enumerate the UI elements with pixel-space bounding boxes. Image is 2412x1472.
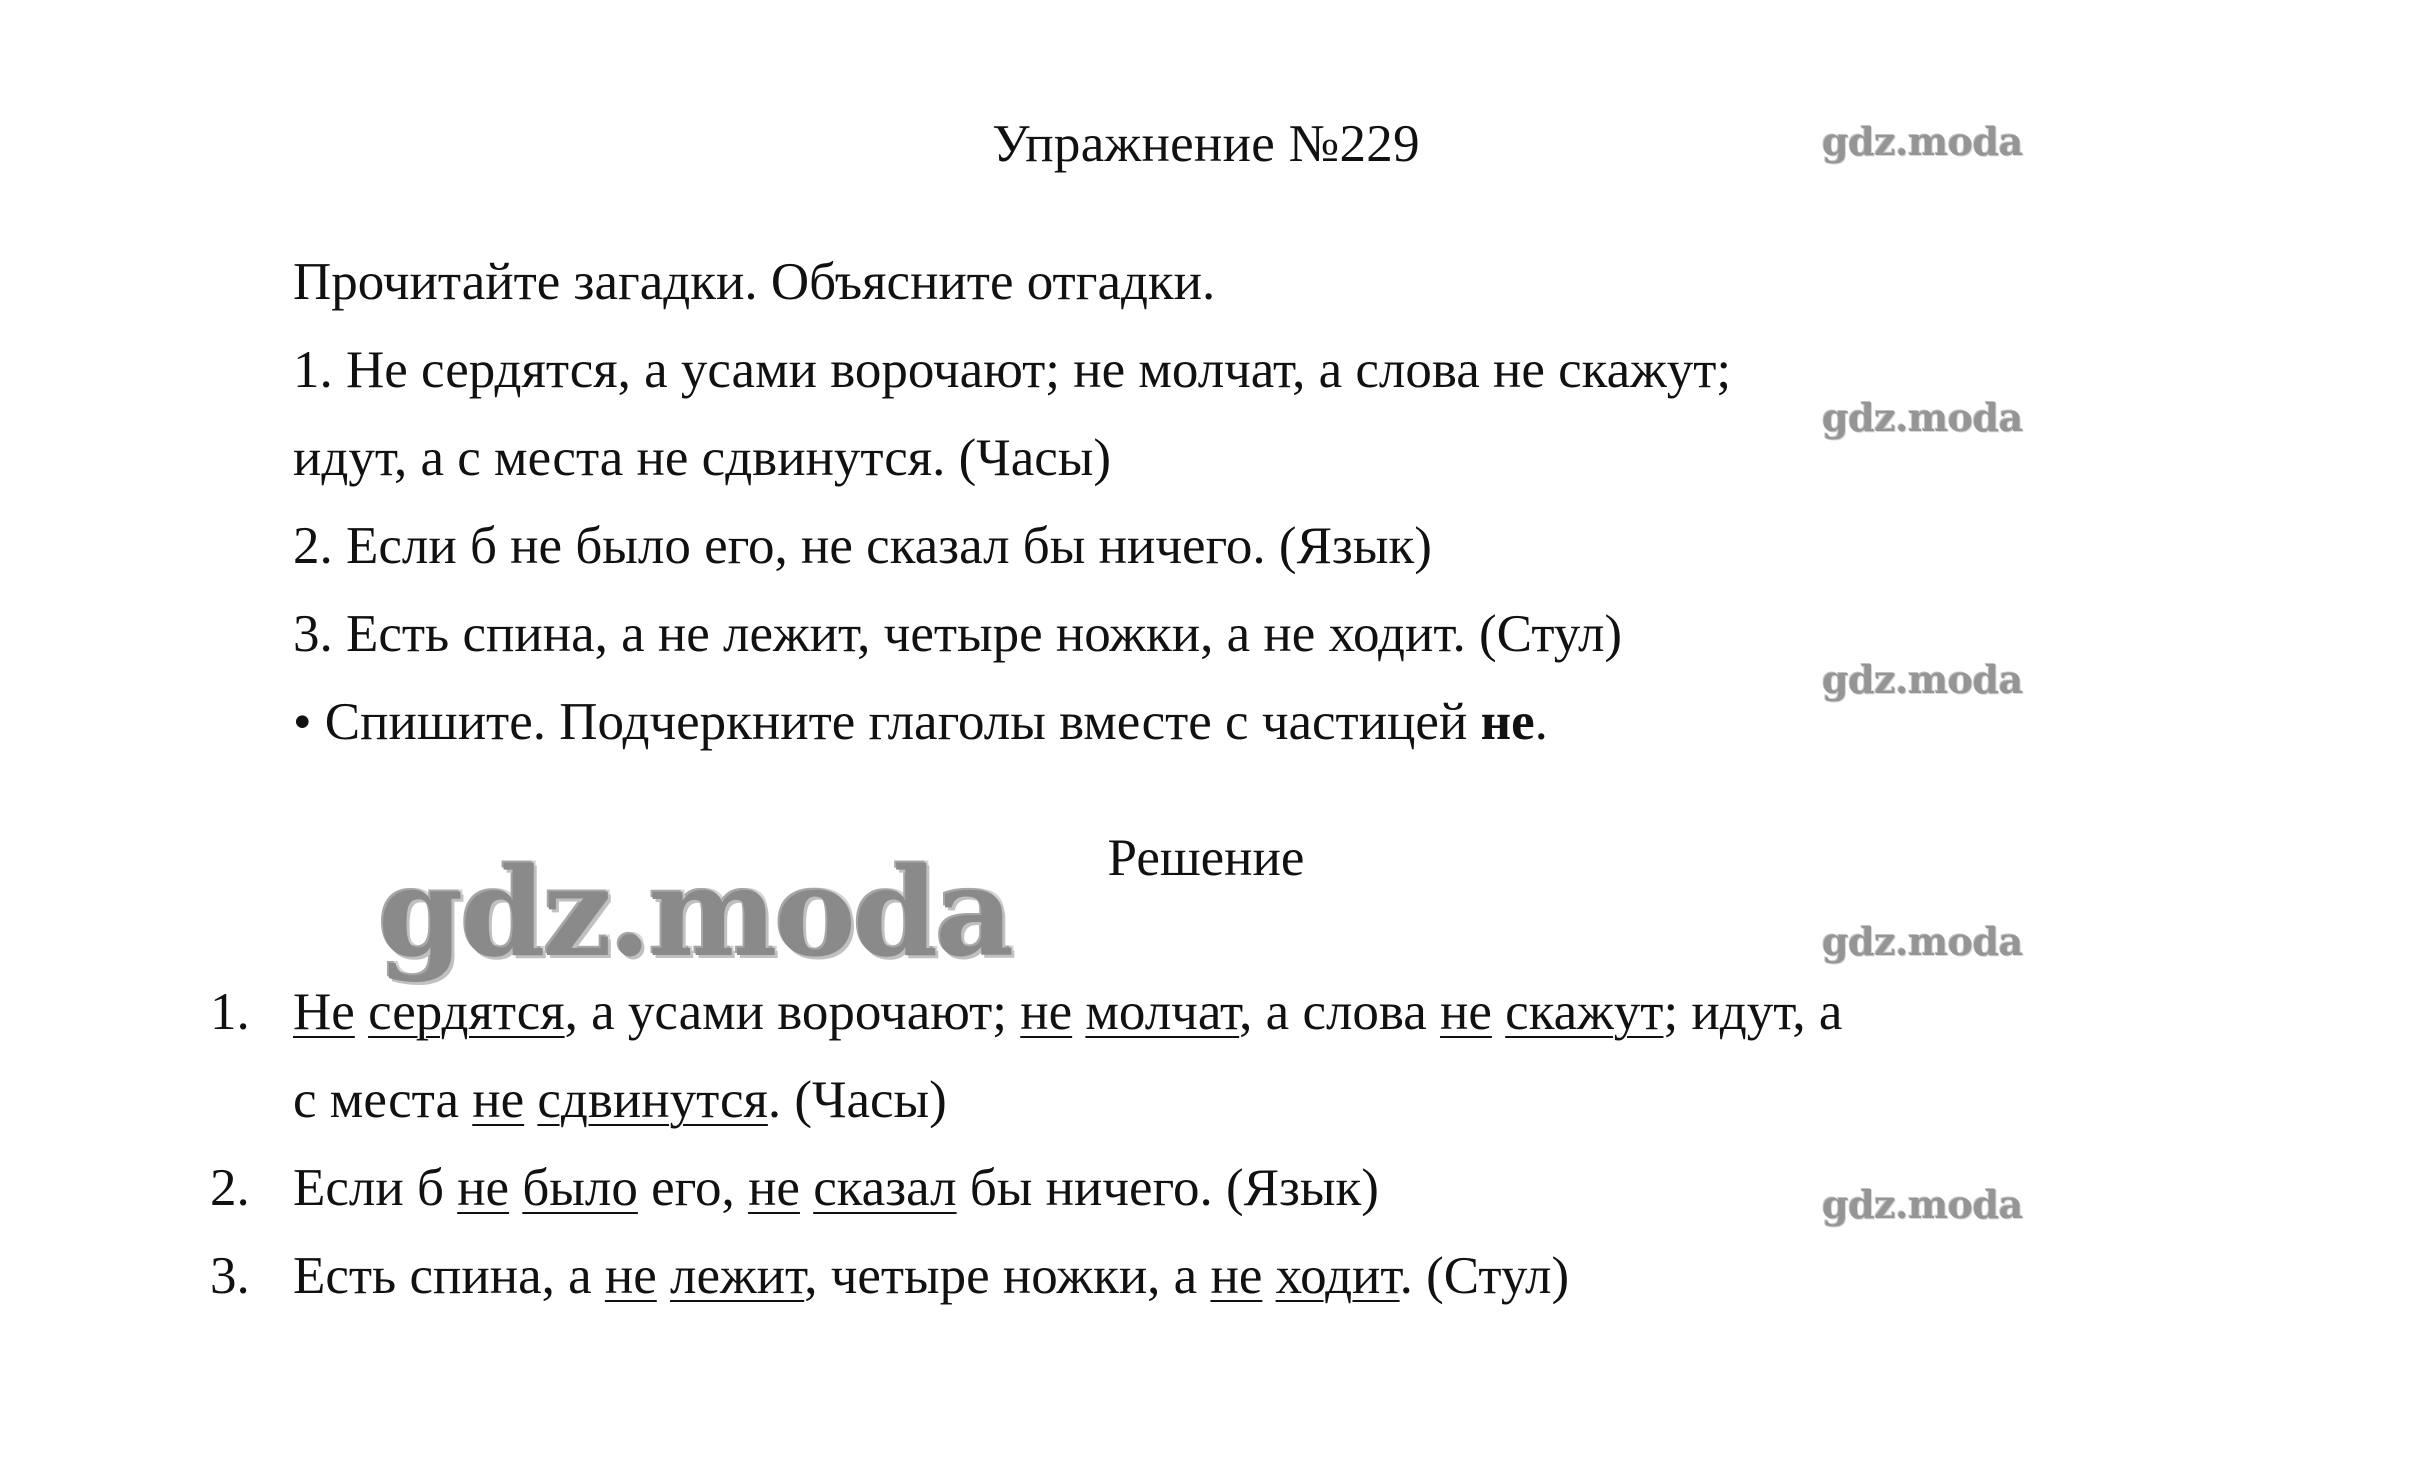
answer-1-line-2 (293, 1056, 2210, 1144)
watermark-small-2: gdz.moda (1822, 395, 2023, 440)
riddle-1-line-2: идут, а с места не сдвинутся. (Часы) (293, 429, 1112, 487)
text-run: . (Стул) (1399, 1247, 1570, 1305)
text-run (509, 1159, 522, 1217)
assignment-particle: не (1480, 693, 1535, 751)
text-run: ; идут, а (1663, 983, 1843, 1041)
text-run: . (Часы) (767, 1071, 947, 1129)
underlined-verb: ходит (1275, 1247, 1400, 1305)
answer-number-3: 3. (210, 1247, 250, 1305)
underlined-particle: не (1020, 983, 1073, 1041)
underlined-verb: сердятся (368, 983, 565, 1041)
text-run (1492, 983, 1505, 1041)
underlined-particle: не (472, 1071, 525, 1129)
underlined-particle: не (1440, 983, 1492, 1041)
answer-1-line-1 (293, 968, 2210, 1056)
text-run: с места (293, 1071, 473, 1129)
watermark-small-1: gdz.moda (1822, 119, 2023, 164)
text-run (524, 1071, 537, 1129)
answer-item-1 (210, 968, 2210, 1144)
riddle-1-line-1: 1. Не сердятся, а усами ворочают; не молчат, а слова не скажут; (293, 341, 1732, 399)
watermark-small-5: gdz.moda (1822, 1182, 2023, 1227)
text-run (1262, 1247, 1275, 1305)
text-run: его, (637, 1159, 749, 1217)
underlined-verb: было (522, 1159, 638, 1217)
task-assignment (293, 678, 2093, 766)
task-text (293, 238, 2093, 766)
text-run: , а усами ворочают; (564, 983, 1021, 1041)
solution-list (210, 968, 2210, 1320)
text-run: Если б (293, 1159, 458, 1217)
answer-number-1: 1. (210, 983, 250, 1041)
assignment-end: . (1534, 693, 1548, 751)
answer-item-2 (210, 1144, 2210, 1232)
exercise-title: Упражнение №229 (992, 115, 1420, 173)
underlined-particle: не (604, 1247, 657, 1305)
text-run: , четыре ножки, а (804, 1247, 1211, 1305)
watermark-large: gdz.moda (378, 840, 1012, 984)
underlined-verb: лежит (670, 1247, 805, 1305)
answer-number-2: 2. (210, 1159, 250, 1217)
task-instruction: Прочитайте загадки. Объясните отгадки. (293, 253, 1216, 311)
text-run: бы ничего. (Язык) (956, 1159, 1379, 1217)
text-run (1072, 983, 1085, 1041)
underlined-particle: не (748, 1159, 800, 1217)
answer-item-3 (210, 1232, 2210, 1320)
underlined-verb: скажут (1505, 983, 1664, 1041)
underlined-verb: молчат (1085, 983, 1240, 1041)
riddle-2: 2. Если б не было его, не сказал бы ничего. (Язык) (293, 517, 1432, 575)
answer-2-line (293, 1144, 2210, 1232)
underlined-particle: Не (293, 983, 355, 1041)
text-run: Есть спина, а (293, 1247, 605, 1305)
text-run: , а слова (1239, 983, 1441, 1041)
underlined-verb: сдвинутся (537, 1071, 768, 1129)
assignment-text: • Спишите. Подчеркните глаголы вместе с частицей (293, 693, 1481, 751)
answer-3-line (293, 1232, 2210, 1320)
underlined-particle: не (457, 1159, 510, 1217)
text-run (657, 1247, 670, 1305)
riddle-3: 3. Есть спина, а не лежит, четыре ножки, а не ходит. (Стул) (293, 605, 1623, 663)
solution-heading: Решение (1107, 829, 1305, 887)
text-run (355, 983, 368, 1041)
underlined-verb: сказал (813, 1159, 957, 1217)
watermark-small-3: gdz.moda (1822, 657, 2023, 702)
underlined-particle: не (1210, 1247, 1263, 1305)
text-run (800, 1159, 813, 1217)
watermark-small-4: gdz.moda (1822, 919, 2023, 964)
